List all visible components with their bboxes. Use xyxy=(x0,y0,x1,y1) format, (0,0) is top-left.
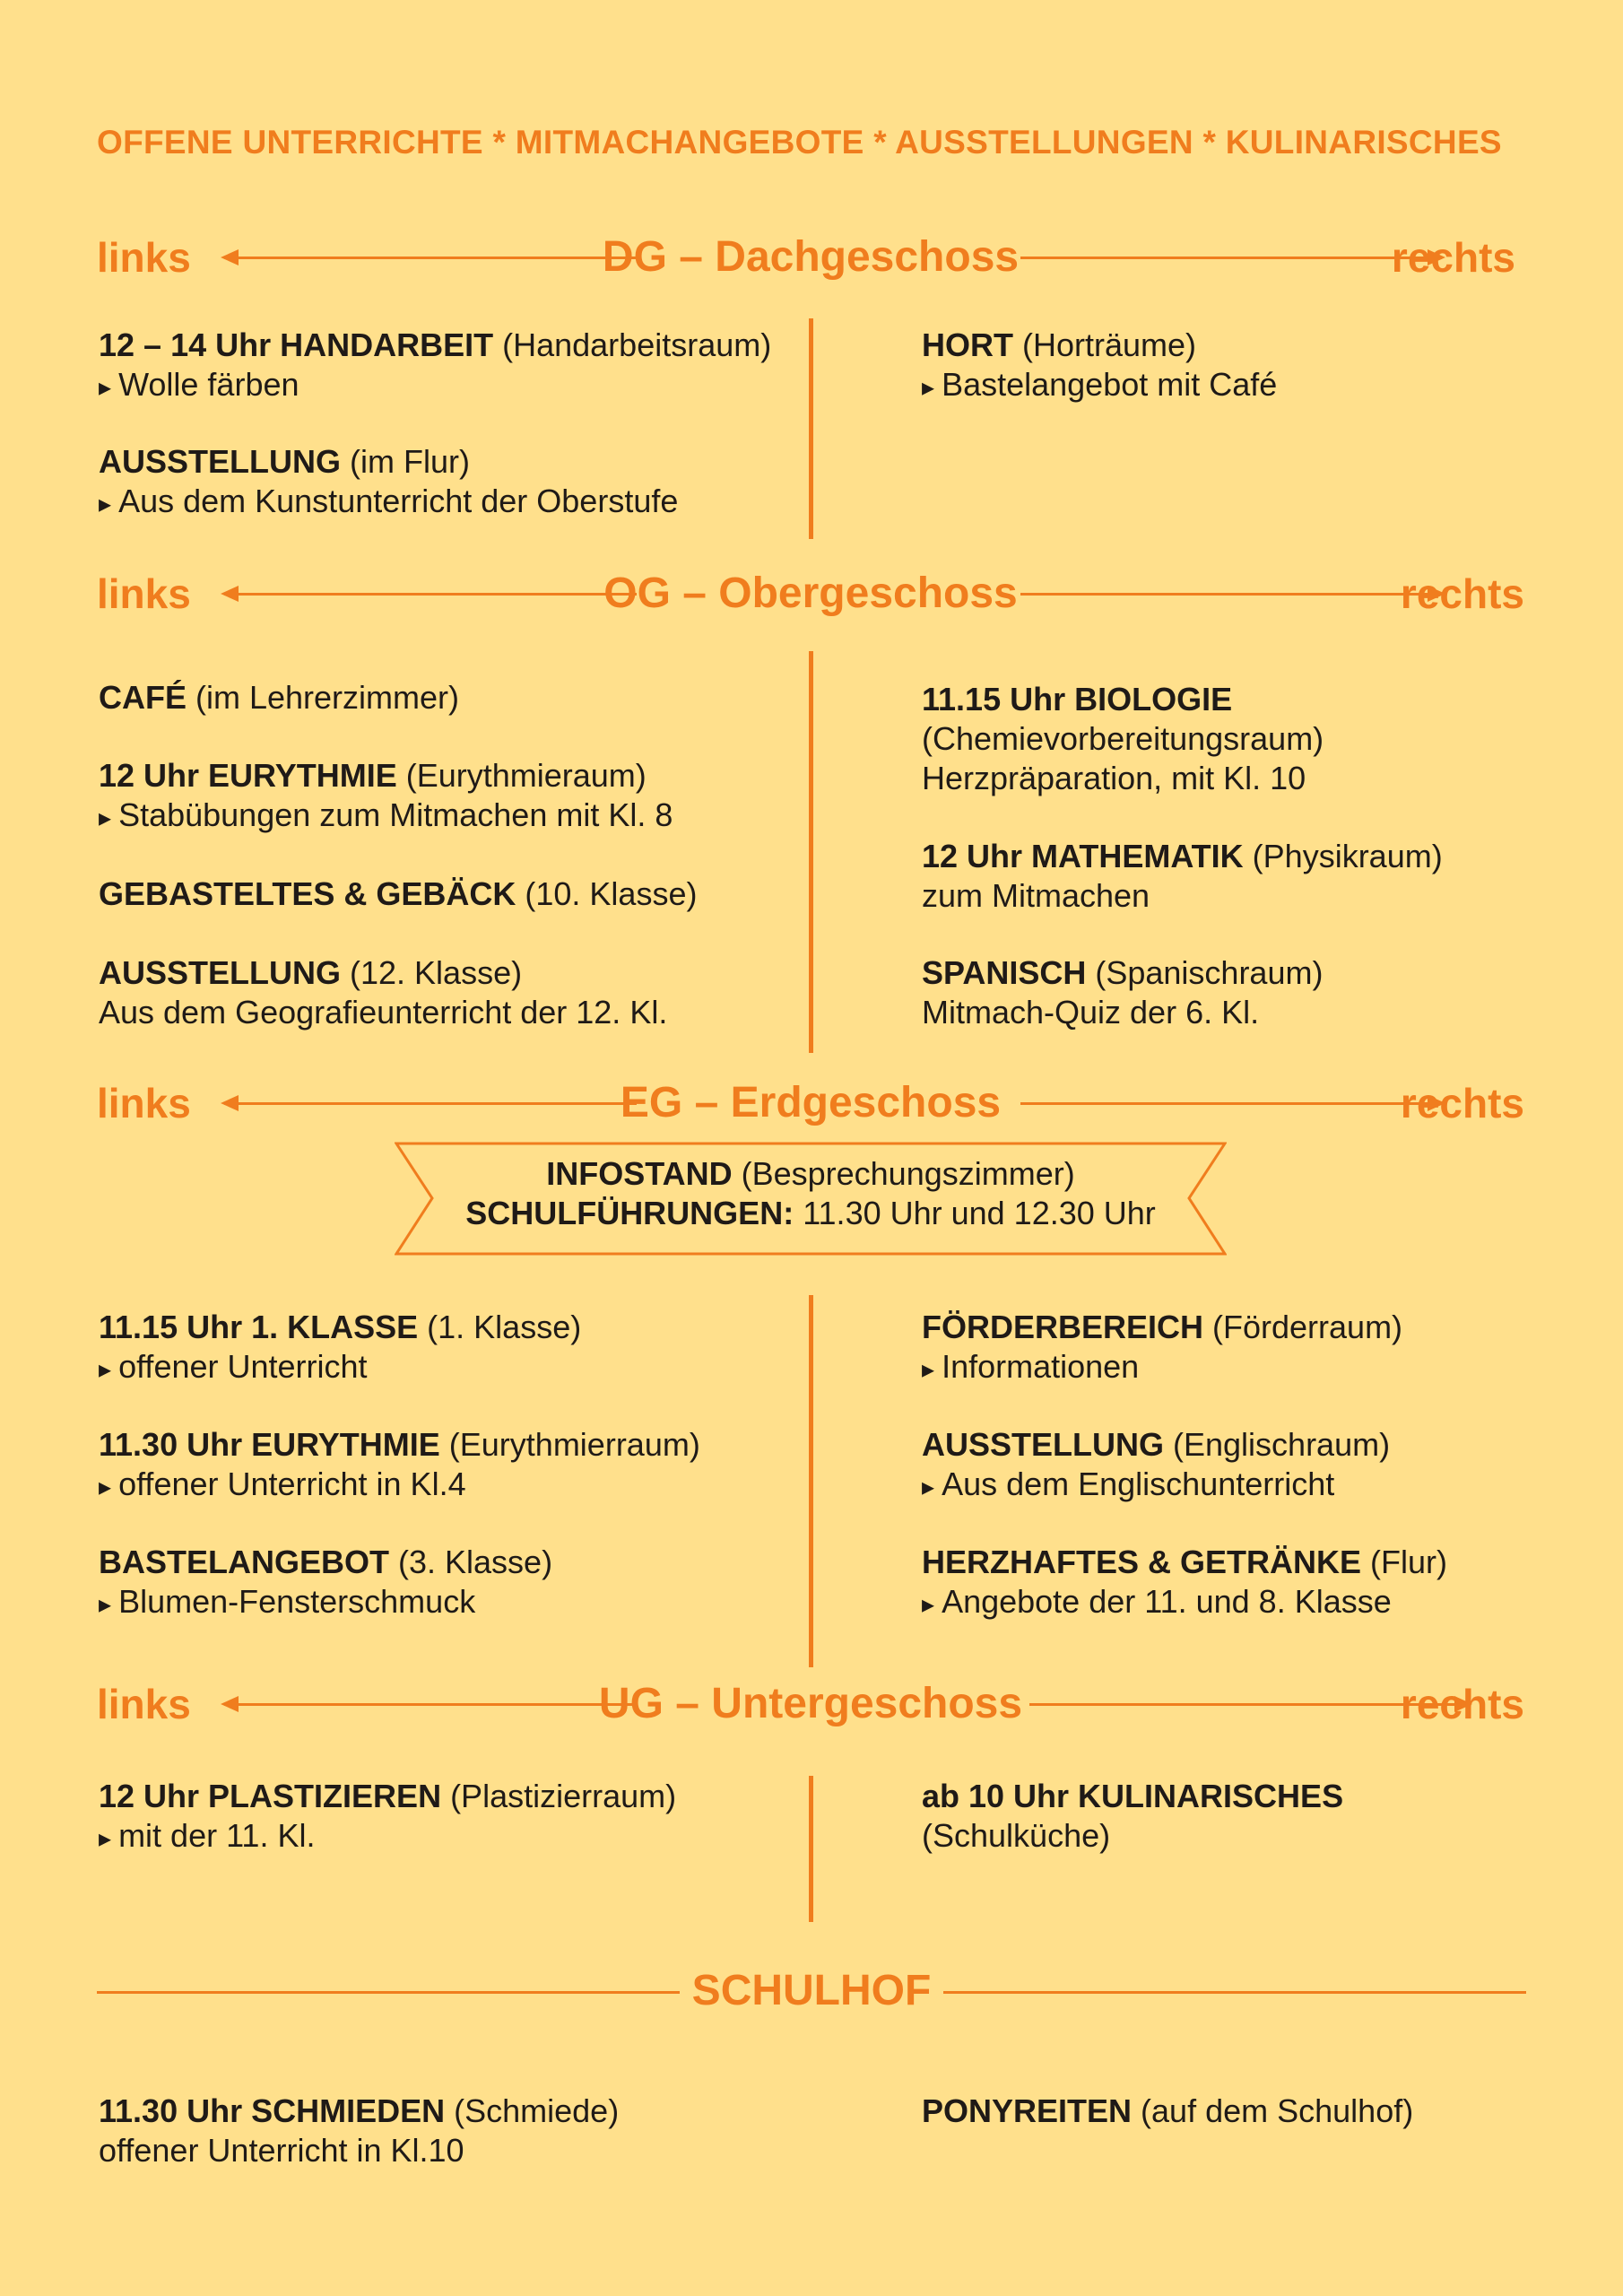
entry-og-left-2: 12 Uhr EURYTHMIE (Eurythmieraum) ▸ Stabübungen zum Mitmachen mit Kl. 8 xyxy=(99,756,673,838)
entry-eg-left-1: 11.15 Uhr 1. KLASSE (1. Klasse) ▸ offener Unterricht xyxy=(99,1308,581,1389)
arrow-right-icon xyxy=(1020,1102,1442,1105)
rechts-label: rechts xyxy=(1400,570,1524,617)
rechts-label: rechts xyxy=(1391,234,1515,281)
divider-og xyxy=(809,651,813,1053)
entry-schulhof-right: PONYREITEN (auf dem Schulhof) xyxy=(922,2092,1414,2129)
entry-dg-left-2: AUSSTELLUNG (im Flur) ▸ Aus dem Kunstunterricht der Oberstufe xyxy=(99,442,678,524)
links-label: links xyxy=(97,1080,191,1126)
rechts-label: rechts xyxy=(1400,1080,1524,1126)
entry-schulhof-left: 11.30 Uhr SCHMIEDEN (Schmiede) offener Unterricht in Kl.10 xyxy=(99,2092,620,2169)
arrow-right-icon xyxy=(1020,257,1442,259)
entry-og-right-2: 12 Uhr MATHEMATIK (Physikraum) zum Mitmachen xyxy=(922,838,1443,914)
entry-og-left-4: AUSSTELLUNG (12. Klasse) Aus dem Geografieunterricht der 12. Kl. xyxy=(99,954,668,1031)
entry-og-left-1: CAFÉ (im Lehrerzimmer) xyxy=(99,679,460,716)
entry-dg-left-1: 12 – 14 Uhr HANDARBEIT (Handarbeitsraum) ▸ Wolle färben xyxy=(99,326,771,407)
headline: OFFENE UNTERRICHTE * MITMACHANGEBOTE * AUSSTELLUNGEN * KULINARISCHES xyxy=(97,124,1502,161)
floor-title-dg: DG – Dachgeschoss xyxy=(602,233,1020,281)
floor-header-eg xyxy=(97,1076,1524,1130)
entry-ug-right-1: ab 10 Uhr KULINARISCHES (Schulküche) xyxy=(922,1778,1344,1854)
divider-eg xyxy=(809,1295,813,1667)
arrow-right-icon xyxy=(1020,593,1442,596)
entry-dg-right-1: HORT (Horträume) ▸ Bastelangebot mit Café xyxy=(922,326,1277,407)
schulhof-title: SCHULHOF xyxy=(691,1967,932,2014)
entry-eg-right-1: FÖRDERBEREICH (Förderraum) ▸ Informationen xyxy=(922,1308,1402,1389)
divider-ug xyxy=(809,1776,813,1922)
schulhof-rule-right xyxy=(943,1991,1526,1994)
links-label: links xyxy=(97,234,191,281)
rechts-label: rechts xyxy=(1400,1681,1524,1727)
entry-ug-left-1: 12 Uhr PLASTIZIEREN (Plastizierraum) ▸ mit der 11. Kl. xyxy=(99,1777,676,1858)
links-label: links xyxy=(97,570,191,617)
floor-title-ug: UG – Untergeschoss xyxy=(598,1680,1023,1727)
entry-eg-left-2: 11.30 Uhr EURYTHMIE (Eurythmierraum) ▸ offener Unterricht in Kl.4 xyxy=(99,1425,700,1507)
entry-eg-right-2: AUSSTELLUNG (Englischraum) ▸ Aus dem Englischunterricht xyxy=(922,1425,1390,1507)
floor-title-eg: EG – Erdgeschoss xyxy=(620,1079,1002,1126)
entry-og-right-1: 11.15 Uhr BIOLOGIE (Chemievorbereitungsraum) Herzpräparation, mit Kl. 10 xyxy=(922,681,1324,796)
infostand-banner: INFOSTAND (Besprechungszimmer) SCHULFÜHRUNGEN: 11.30 Uhr und 12.30 Uhr xyxy=(395,1142,1227,1256)
entry-og-left-3: GEBASTELTES & GEBÄCK (10. Klasse) xyxy=(99,875,698,912)
entry-eg-right-3: HERZHAFTES & GETRÄNKE (Flur) ▸ Angebote der 11. und 8. Klasse xyxy=(922,1543,1447,1624)
divider-dg xyxy=(809,318,813,539)
entry-eg-left-3: BASTELANGEBOT (3. Klasse) ▸ Blumen-Fensterschmuck xyxy=(99,1543,552,1624)
entry-og-right-3: SPANISCH (Spanischraum) Mitmach-Quiz der 6. Kl. xyxy=(922,954,1324,1031)
links-label: links xyxy=(97,1681,191,1727)
floor-header-ug xyxy=(97,1677,1524,1731)
floor-header-og xyxy=(97,567,1524,621)
floor-title-og: OG – Obergeschoss xyxy=(603,570,1018,617)
floor-header-dg xyxy=(97,230,1524,284)
